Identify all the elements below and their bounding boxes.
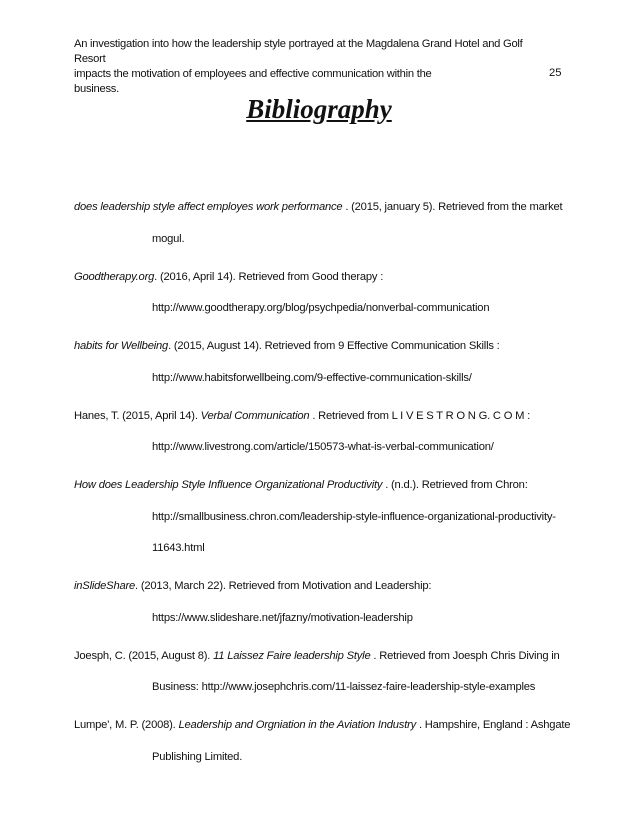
reference-line [113, 502, 574, 534]
running-head-line: An investigation into how the leadership style portrayed at the Magdalena Grand Hotel and Golf Resort [74, 38, 523, 65]
reference-text: . (2016, April 14). Retrieved from Good therapy : [154, 270, 384, 283]
running-head [74, 37, 544, 97]
reference-text: . (2015, August 14). Retrieved from 9 Effective Communication Skills : [168, 340, 500, 352]
page-title: Bibliography [246, 94, 392, 124]
reference-text: Hanes, T. (2015, April 14). [74, 409, 201, 422]
reference-text: Publishing Limited. [152, 750, 243, 763]
reference-text: Business: http://www.josephchris.com/11-laissez-faire-leadership-style-examples [152, 681, 536, 693]
running-head-line: business. [74, 83, 120, 95]
reference-text: . Hampshire, England : Ashgate [416, 719, 571, 731]
reference-line [113, 293, 574, 325]
reference-text: http://www.habitsforwellbeing.com/9-effective-communication-skills/ [152, 371, 472, 384]
reference-text: Joesph, C. (2015, August 8). [74, 649, 214, 662]
reference-text: https://www.slideshare.net/jfazny/motivation-leadership [152, 611, 413, 624]
reference-title: 11 Laissez Faire leadership Style [213, 649, 371, 662]
reference-line [74, 192, 574, 224]
reference-title: inSlideShare [74, 580, 136, 592]
reference-line [74, 331, 574, 363]
reference-line [74, 262, 574, 294]
reference-text: . Retrieved from L I V E S T R O N G. C O M : [309, 409, 531, 422]
reference-line [74, 571, 574, 603]
reference-title: Verbal Communication [200, 409, 310, 422]
reference-entry [74, 331, 574, 394]
reference-text: . (n.d.). Retrieved from Chron: [382, 479, 528, 491]
reference-entry [74, 641, 574, 704]
reference-line [113, 432, 574, 464]
reference-line [113, 742, 574, 774]
reference-text: http://www.livestrong.com/article/150573-what-is-verbal-communication/ [152, 441, 494, 453]
reference-text: mogul. [152, 232, 185, 245]
reference-entry [74, 470, 574, 565]
reference-text: . (2015, january 5). Retrieved from the market [342, 201, 563, 213]
reference-entry [74, 401, 574, 464]
reference-text: . Retrieved from Joesph Chris Diving in [370, 649, 560, 662]
reference-entry [74, 571, 574, 634]
reference-entry [74, 192, 574, 255]
reference-text: http://www.goodtherapy.org/blog/psychpedia/nonverbal-communication [152, 302, 490, 314]
reference-title: How does Leadership Style Influence Organizational Productivity [74, 479, 383, 491]
running-head-line: impacts the motivation of employees and effective communication within the [74, 68, 432, 80]
reference-line [113, 672, 574, 704]
reference-entry [74, 262, 574, 325]
reference-text: http://smallbusiness.chron.com/leadership-style-influence-organizational-productivity- [152, 510, 556, 523]
reference-line [113, 603, 574, 635]
reference-text: Lumpe', M. P. (2008). [74, 719, 179, 731]
reference-title: Leadership and Orgniation in the Aviation Industry [178, 719, 417, 731]
reference-line [113, 224, 574, 256]
reference-list [74, 192, 574, 780]
reference-line [74, 401, 574, 433]
reference-entry [74, 710, 574, 773]
reference-line [74, 470, 574, 502]
reference-text: . (2013, March 22). Retrieved from Motivation and Leadership: [135, 580, 432, 592]
reference-title: Goodtherapy.org [74, 270, 155, 283]
reference-line [74, 710, 574, 742]
reference-line [113, 533, 574, 565]
reference-title: does leadership style affect employes work performance [74, 201, 343, 213]
reference-line [113, 363, 574, 395]
reference-text: 11643.html [152, 542, 205, 554]
page-number: 25 [549, 67, 562, 79]
reference-title: habits for Wellbeing [74, 340, 169, 352]
reference-line [74, 641, 574, 673]
